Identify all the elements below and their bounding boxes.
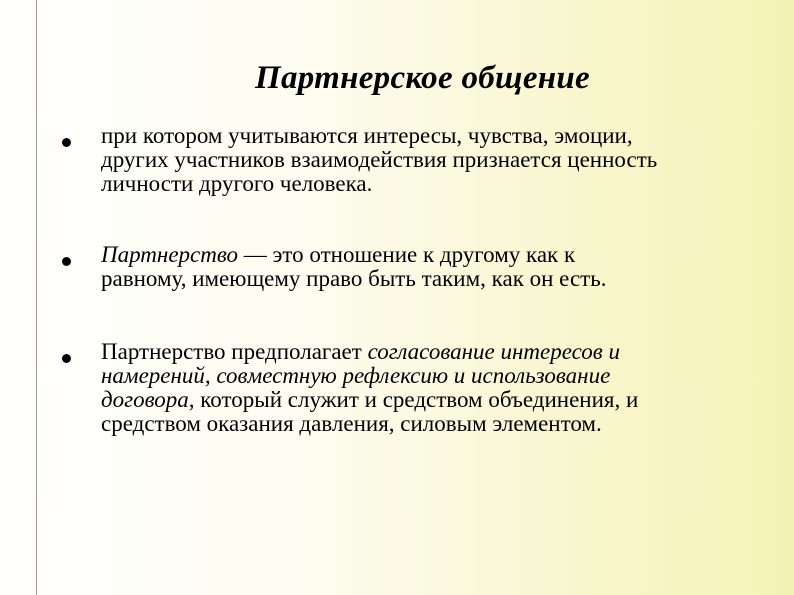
bullet-item-3-line-3-italic: договора <box>101 387 189 412</box>
bullet-item-3-line-3-rest: , который служит и средством объединения, и <box>188 387 639 412</box>
bullet-item-3-text <box>101 340 791 436</box>
bullet-item-2-text <box>101 243 791 291</box>
slide-title: Партнерское общение <box>255 60 591 96</box>
bullet-item-1-line-3: личности другого человека. <box>101 171 373 196</box>
bullet-item-3-line-4: средством оказания давления, силовым элементом. <box>101 411 602 436</box>
slide-left-border-line <box>36 0 37 595</box>
bullet-item-3-line-1-normal: Партнерство предполагает <box>101 339 368 364</box>
bullet-item-2-line-2: равному, имеющему право быть таким, как он есть. <box>101 266 607 291</box>
bullet-item-1-line-2: других участников взаимодействия признается ценность <box>101 147 658 172</box>
bullet-item-1-text <box>101 124 791 196</box>
bullet-dot-icon <box>62 354 71 363</box>
bullet-dot-icon <box>62 257 71 266</box>
bullet-dot-icon <box>62 138 71 147</box>
bullet-item-1-line-1: при котором учитываются интересы, чувства, эмоции, <box>101 123 633 148</box>
bullet-item-3-line-2-italic: намерений, совместную рефлексию и использование <box>101 363 611 388</box>
bullet-item-3-line-1-italic: согласование интересов и <box>367 339 621 364</box>
bullet-item-2-line-1-rest: — это отношение к другому как к <box>238 242 576 267</box>
bullet-item-2-term: Партнерство <box>101 242 239 267</box>
